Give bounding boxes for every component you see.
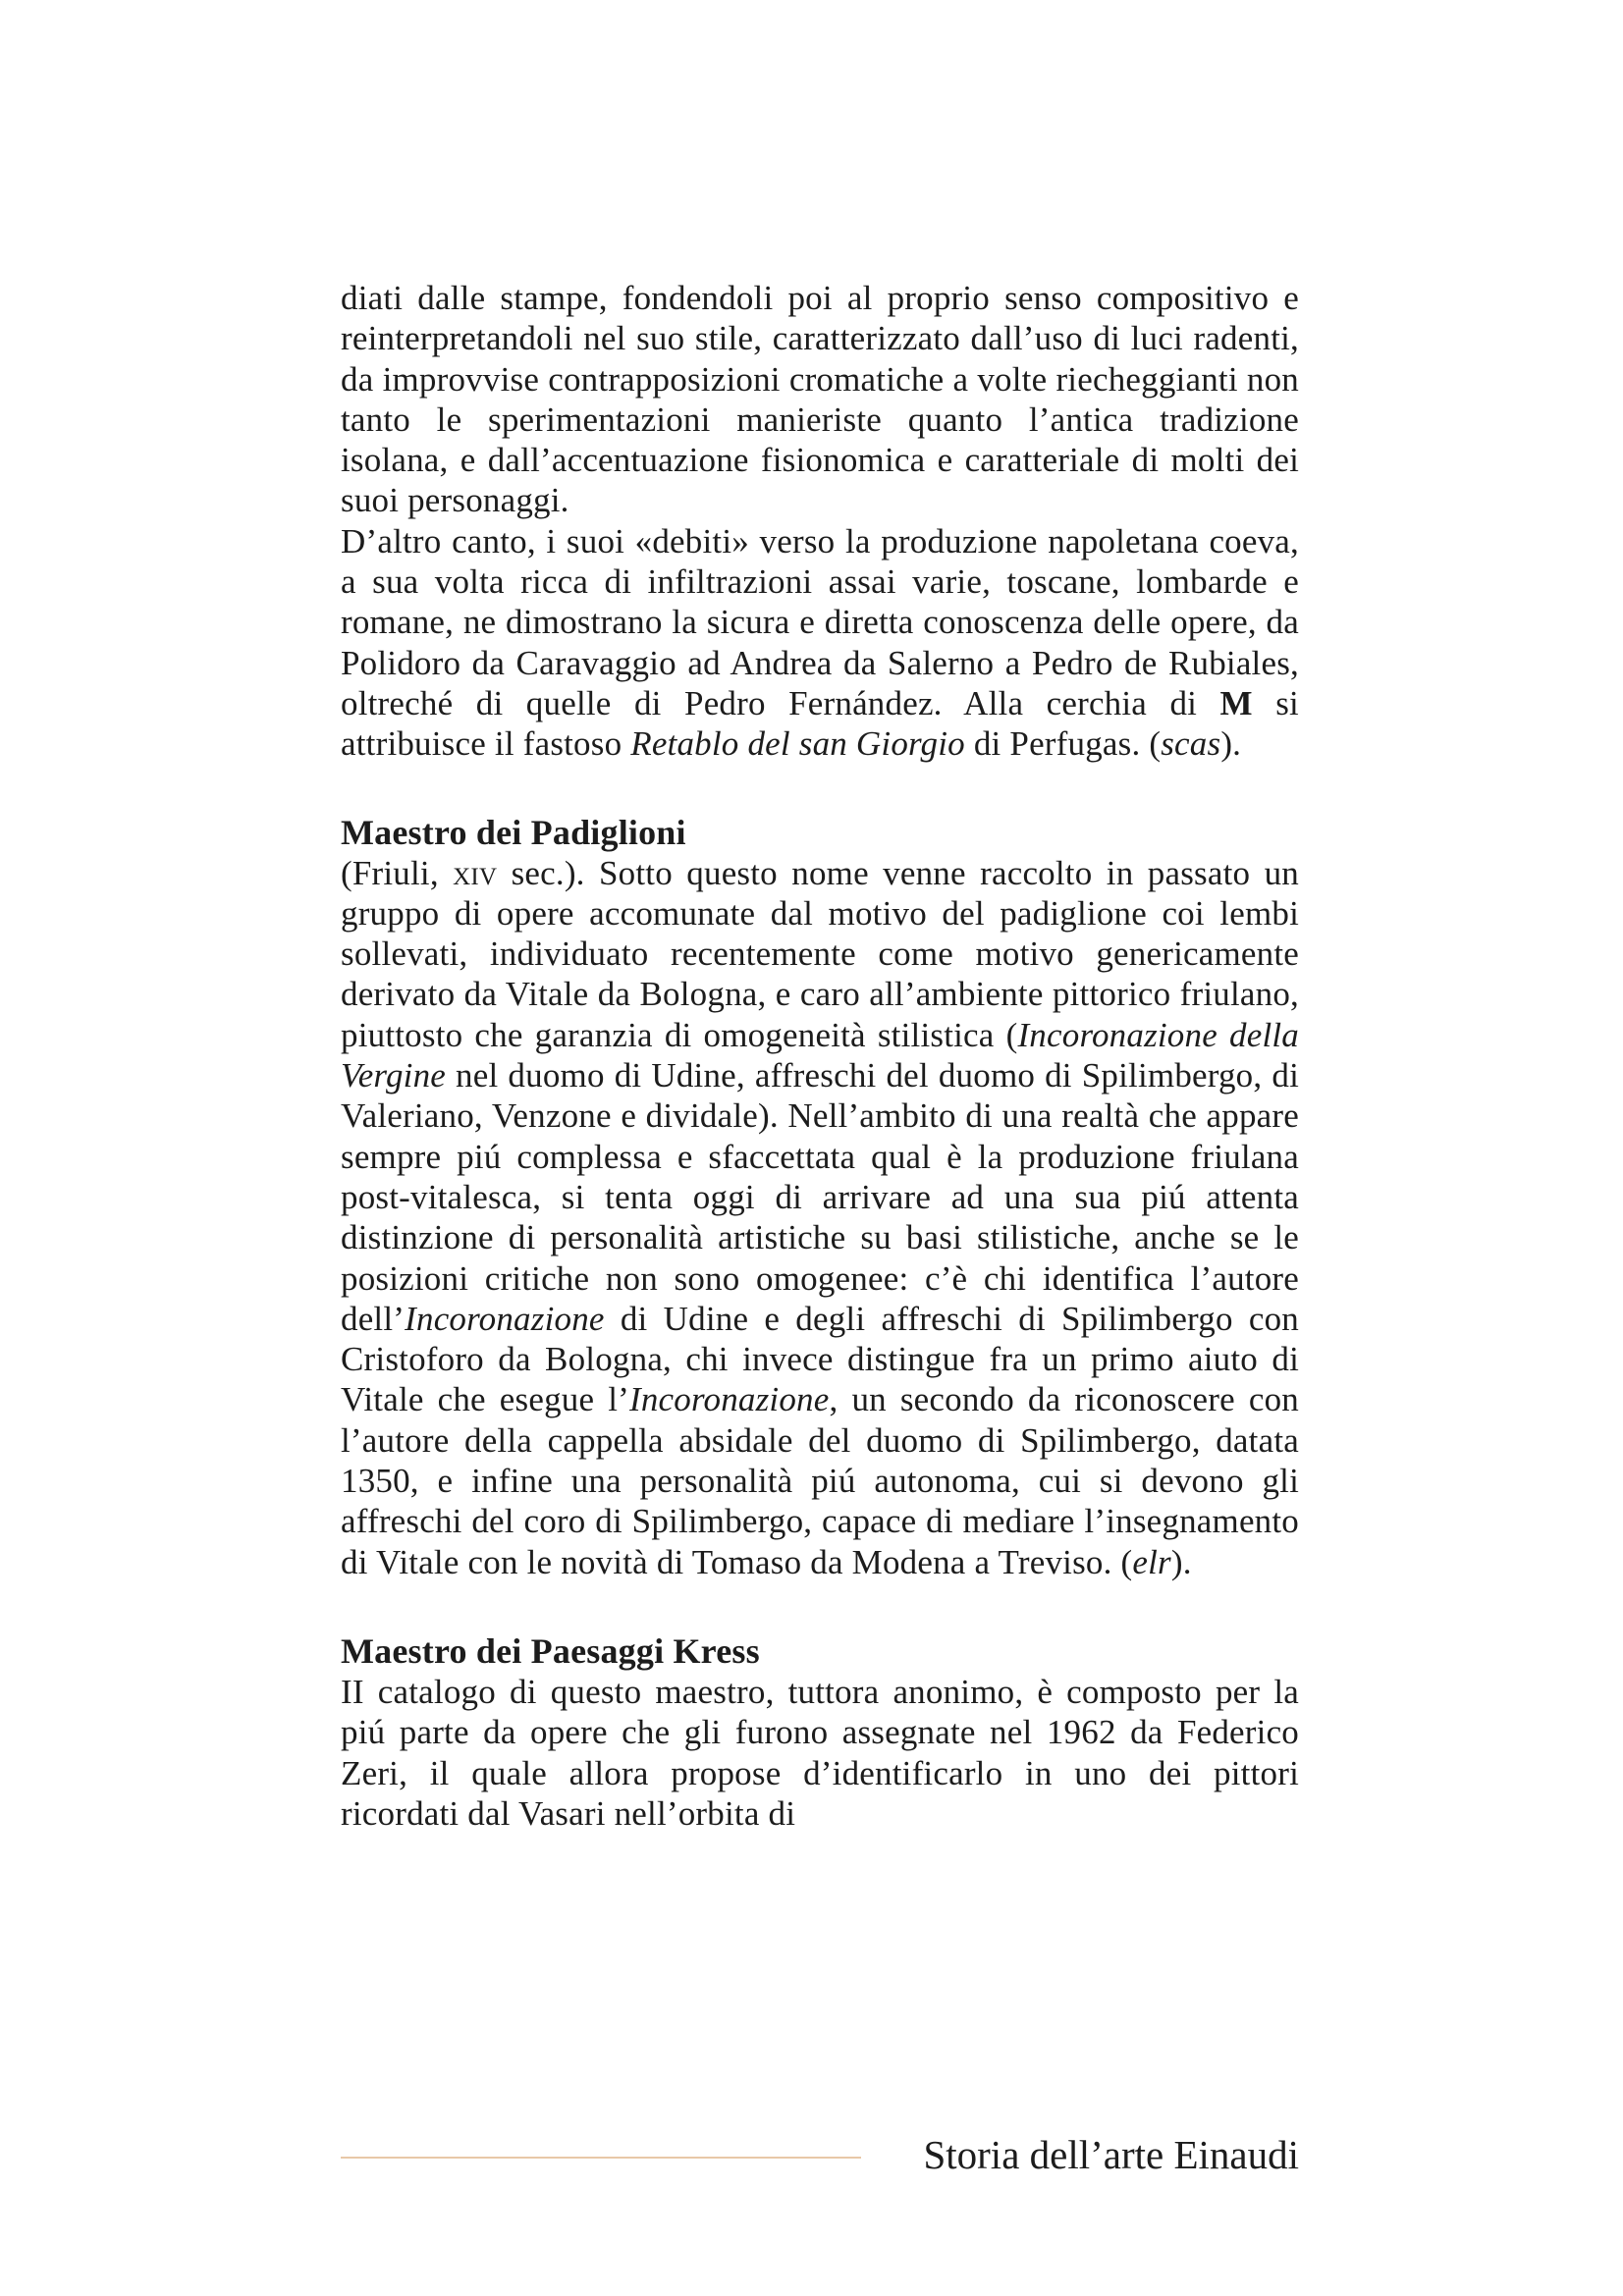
paragraph-text: di Udine e degli affreschi di Spilimbergo con Cristoforo da Bologna, chi invece distingue fra un primo aiuto di Vitale che esegue l’ — [341, 1299, 1299, 1419]
entry-body-padiglioni — [341, 853, 1299, 1582]
paragraph-text: sec.). Sotto questo nome venne raccolto in passato un gruppo di opere accomunate dal motivo del padiglione coi lembi sollevati, individuato recentemente come motivo genericamente derivato da Vitale da Bologna, e caro all’ambiente pittorico friulano, piuttosto che garanzia di omogeneità stilistica ( — [341, 853, 1299, 1054]
artwork-title: Incoronazione della Vergine — [341, 1015, 1299, 1095]
entry-title-paesaggi-kress: Maestro dei Paesaggi Kress — [341, 1630, 760, 1671]
paragraph-text: D’altro canto, i suoi «debiti» verso la produzione napoletana coeva, a sua volta ricca di infiltrazioni assai varie, toscane, lombarde e romane, ne dimostrano la sicura e diretta conoscenza delle opere, da Polidoro da Caravaggio ad Andrea da Salerno a Pedro de Rubiales, oltreché di quelle di Pedro Fernández. Alla cerchia di — [341, 521, 1299, 722]
paragraph-text: diati dalle stampe, fondendoli poi al proprio senso compositivo e reinterpretandoli nel suo stile, caratterizzato dall’uso di luci radenti, da improvvise contrapposizioni cromatiche a volte riecheggianti non tanto le sperimentazioni manieriste quanto l’antica tradizione isolana, e dall’accentuazione fisionomica e caratteriale di molti dei suoi personaggi. — [341, 279, 1299, 520]
paragraph-text: si attribuisce il fastoso — [341, 683, 1299, 764]
paragraph-text: (Friuli, — [341, 853, 454, 892]
paragraph-text: ). — [1170, 1542, 1192, 1581]
artwork-title: Incoronazione — [629, 1380, 830, 1419]
paragraph-text: nel duomo di Udine, affreschi del duomo di Spilimbergo, di Valeriano, Venzone e dividale). Nell’ambito di una realtà che appare sempre piú complessa e sfaccettata qual è la produzione friulana post-vitalesca, si tenta oggi di arrivare ad una sua piú attenta distinzione di personalità artistiche su basi stilistiche, anche se le posizioni critiche non sono omogenee: c’è chi identifica l’autore dell’ — [341, 1056, 1299, 1338]
artwork-title: Incoronazione — [405, 1299, 605, 1338]
entry-continuation-paragraph-2 — [341, 521, 1299, 765]
artwork-title: Retablo del san Giorgio — [630, 724, 965, 764]
page-body — [341, 278, 1299, 1834]
entry-abbreviation: M — [1219, 683, 1253, 722]
entry-continuation-paragraph-1 — [341, 278, 1299, 521]
paragraph-text: ). — [1220, 724, 1242, 764]
author-initials: elr — [1132, 1542, 1171, 1581]
paragraph-text: , un secondo da riconoscere con l’autore della cappella absidale del duomo di Spilimbergo, datata 1350, e infine una personalità piú autonoma, cui si devono gli affreschi del coro di Spilimbergo, capace di mediare l’insegnamento di Vitale con le novità di Tomaso da Modena a Treviso. ( — [341, 1380, 1299, 1581]
paragraph-text: di Perfugas. ( — [964, 724, 1162, 764]
footer-publisher-label: Storia dell’arte Einaudi — [923, 2132, 1299, 2177]
entry-title-padiglioni: Maestro dei Padiglioni — [341, 812, 686, 852]
footer-rule — [341, 2157, 861, 2159]
century-numeral: xiv — [453, 853, 498, 892]
entry-body-paesaggi-kress: II catalogo di questo maestro, tuttora anonimo, è composto per la piú parte da opere che gli furono assegnate nel 1962 da Federico Zeri, il quale allora propose d’identificarlo in uno dei pittori ricordati dal Vasari nell’orbita di — [341, 1672, 1299, 1833]
author-initials: scas — [1161, 724, 1221, 764]
